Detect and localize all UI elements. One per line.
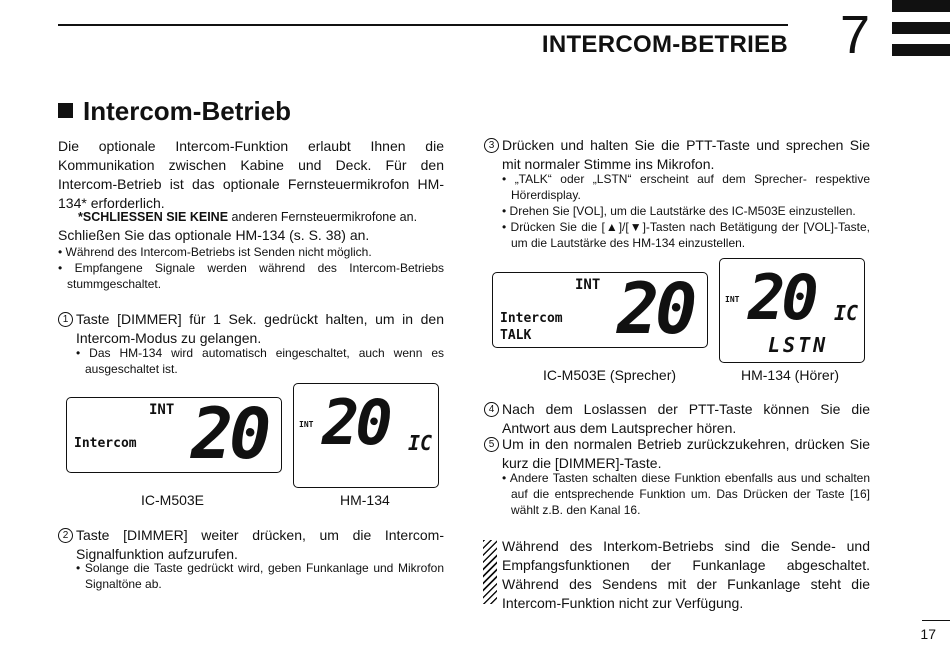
step-2-number: 2 (58, 528, 73, 543)
note-hatch-icon (483, 540, 497, 604)
step-1-text: Taste [DIMMER] für 1 Sek. gedrückt halten, um in den Intercom-Modus zu gelangen. (76, 311, 444, 346)
warning-note (78, 209, 444, 225)
warning-note-bold: *SCHLIESSEN SIE KEINE (78, 210, 229, 224)
lcd-hm-134 (293, 383, 439, 488)
step-2-text: Taste [DIMMER] weiter drücken, um die Intercom-Signalfunktion aufzurufen. (76, 527, 444, 562)
operation-note: Während des Interkom-Betriebs sind die Sende- und Empfangsfunktionen der Funkanlage abgeschaltet. Während des Sendens mit der Funkanlage steht die Intercom-Funktion nicht zur Verfügung. (502, 538, 870, 611)
square-bullet-icon (58, 103, 73, 118)
caption-hm-134-hoerer: HM-134 (Hörer) (741, 367, 840, 383)
lcd-int-indicator: INT (725, 295, 740, 304)
step-3 (484, 136, 870, 174)
lcd-int-indicator: INT (299, 420, 314, 429)
lcd-talk-text: TALK (500, 328, 532, 343)
lcd-listen-text: LSTN (768, 333, 829, 357)
lcd-channel-number: 20 (322, 386, 389, 459)
footer-rule (922, 620, 950, 621)
step-2 (58, 526, 444, 564)
step-4 (484, 400, 870, 438)
chapter-title: INTERCOM-BETRIEB (541, 31, 788, 58)
page-number: 17 (920, 626, 936, 642)
step-5-number: 5 (484, 437, 499, 452)
lcd-hm-134-listen (719, 258, 865, 363)
lcd-mode-text: Intercom (74, 436, 137, 451)
chapter-tab-bar (892, 44, 950, 56)
bullet-muted: • Empfangene Signale werden während des Intercom-Betriebs stummgeschaltet. (58, 261, 444, 291)
lcd-channel-number: 20 (191, 393, 268, 475)
step-5 (484, 435, 870, 473)
lcd-channel-number: 20 (748, 261, 815, 334)
lcd-int-indicator: INT (149, 402, 175, 418)
step-3-note-mic-volume: • Drücken Sie die [▲]/[▼]-Tasten nach Betätigung der [VOL]-Taste, um die Lautstärke des HM-134 einzustellen. (502, 220, 870, 250)
step-4-text: Nach dem Loslassen der PTT-Taste können Sie die Antwort aus dem Lautsprecher hören. (502, 401, 870, 436)
bullet-no-transmit: • Während des Intercom-Betriebs ist Senden nicht möglich. (58, 245, 372, 259)
section-title-text: Intercom-Betrieb (83, 96, 292, 126)
lcd-ic-m503e (66, 393, 282, 475)
step-3-number: 3 (484, 138, 499, 153)
chapter-tab-bar (892, 22, 950, 34)
chapter-tab-bar (892, 0, 950, 12)
step-3-text: Drücken und halten Sie die PTT-Taste und sprechen Sie mit normaler Stimme ins Mikrofon. (502, 137, 870, 172)
lcd-mode-text: Intercom (500, 311, 563, 326)
caption-ic-m503e-sprecher: IC-M503E (Sprecher) (543, 367, 677, 383)
intro-paragraph: Die optionale Intercom-Funktion erlaubt Ihnen die Kommunikation zwischen Kabine und Deck. Für den Intercom-Betrieb ist das optionale Fernsteuermikrofon HM-134* erforderlich. (58, 138, 444, 211)
section-title (58, 96, 291, 127)
lcd-channel-number: 20 (617, 268, 694, 350)
step-1-note: • Das HM-134 wird automatisch eingeschaltet, auch wenn es ausgeschaltet ist. (76, 346, 444, 376)
step-5-text: Um in den normalen Betrieb zurückzukehren, drücken Sie kurz die [DIMMER]-Taste. (502, 436, 870, 471)
lcd-ic-indicator: IC (834, 301, 859, 325)
step-4-number: 4 (484, 402, 499, 417)
step-1-number: 1 (58, 312, 73, 327)
step-3-note-display: • „TALK“ oder „LSTN“ erscheint auf dem Sprecher- respektive Hörerdisplay. (502, 172, 870, 202)
caption-hm-134: HM-134 (340, 492, 390, 508)
step-2-note: • Solange die Taste gedrückt wird, geben Funkanlage und Mikrofon Signaltöne ab. (76, 561, 444, 591)
connect-instruction: Schließen Sie das optionale HM-134 (s. S. 38) an. (58, 227, 370, 243)
header-rule (58, 24, 788, 26)
step-1 (58, 310, 444, 348)
warning-note-text: anderen Fernsteuermikrofone an. (228, 210, 418, 224)
chapter-number: 7 (840, 5, 871, 65)
lcd-ic-m503e-talk (492, 268, 708, 350)
caption-ic-m503e: IC-M503E (141, 492, 205, 508)
lcd-int-indicator: INT (575, 277, 601, 293)
step-5-note: • Andere Tasten schalten diese Funktion ebenfalls aus und schalten auf die entsprechende Funktion um. Das Drücken der Taste [16] wählt z.B. den Kanal 16. (502, 471, 870, 517)
lcd-ic-indicator: IC (408, 431, 433, 455)
step-3-note-volume: • Drehen Sie [VOL], um die Lautstärke des IC-M503E einzustellen. (502, 204, 856, 218)
